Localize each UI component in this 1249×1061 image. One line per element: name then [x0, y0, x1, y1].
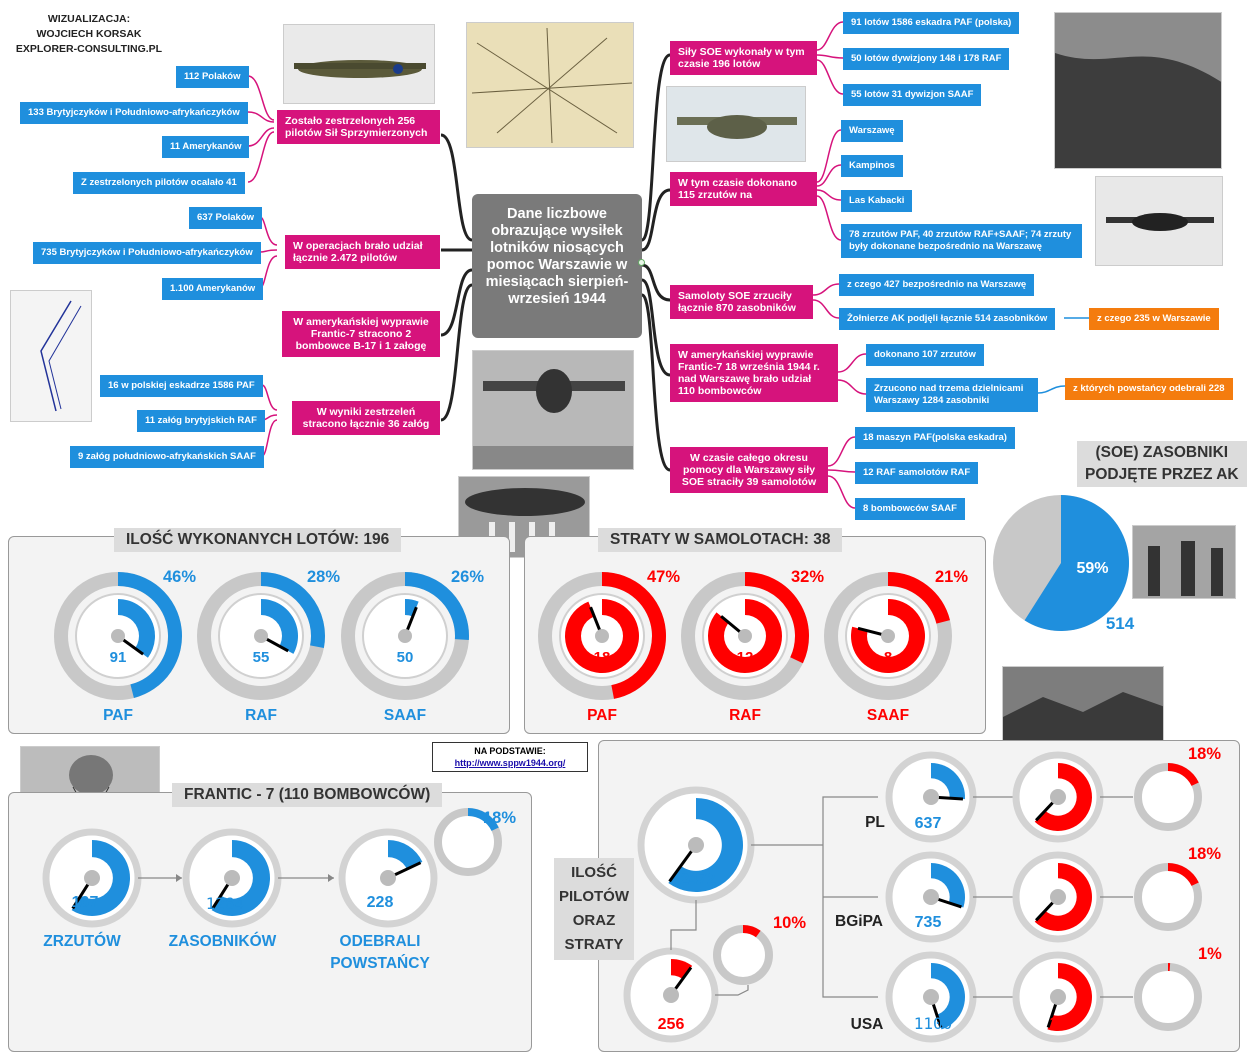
frantic-received-value: 228 [366, 894, 394, 911]
node-115-drops[interactable]: W tym czasie dokonano 115 zrzutów na [670, 172, 817, 206]
lancaster-bomber-photo [283, 24, 435, 104]
node-pilots-total[interactable]: W operacjach brało udział łącznie 2.472 pilotów [285, 235, 440, 269]
losses-raf-value: 12 [736, 649, 754, 666]
losses-saaf-value: 8 [883, 649, 893, 666]
losses-saaf-pct: 21% [935, 568, 969, 586]
flights-raf-pct: 28% [307, 568, 341, 586]
soe-title [1077, 441, 1247, 487]
losses-raf-label: RAF [729, 707, 761, 724]
pilots-bgipa-pct: 18% [1188, 845, 1222, 863]
pilots-usa-lost: 11 [1049, 1015, 1067, 1032]
soe-pct: 59% [1076, 560, 1109, 577]
node-427-warsaw[interactable]: z czego 427 bezpośrednio na Warszawę [839, 274, 1034, 296]
node-survived-41[interactable]: Z zestrzelonych pilotów ocalało 41 [73, 172, 245, 194]
source-reference [432, 742, 588, 772]
frantic-pct: 18% [483, 809, 517, 827]
collapse-toggle[interactable] [638, 259, 645, 266]
node-kampinos[interactable]: Kampinos [841, 155, 903, 177]
node-las-kabacki[interactable]: Las Kabacki [841, 190, 912, 212]
europe-route-map [10, 290, 92, 422]
frantic-containers-label: ZASOBNIKÓW [168, 933, 277, 950]
frantic-gauges [8, 792, 532, 952]
credit-line-1: WIZUALIZACJA: [47, 13, 131, 25]
node-112-poles[interactable]: 112 Polaków [176, 66, 249, 88]
frantic-received-label-2: POWSTAŃCY [330, 955, 430, 972]
panel-frantic-title: FRANTIC - 7 (110 BOMBOWCÓW) [172, 783, 442, 807]
node-735-british[interactable]: 735 Brytyjczyków i Południowo-afrykańczyków [33, 242, 261, 264]
losses-paf-pct: 47% [647, 568, 681, 586]
losses-gauge-paf-hub [595, 629, 609, 643]
flights-gauge-saaf-hub [398, 629, 412, 643]
node-50-raf[interactable]: 50 lotów dywizjony 148 i 178 RAF [843, 48, 1009, 70]
pilots-lost-dial-hub [663, 987, 679, 1003]
ruins-photo [1002, 666, 1164, 744]
flights-raf-label: RAF [245, 707, 277, 724]
flights-paf-value: 91 [109, 649, 127, 666]
pilots-row-2-dial-hub [923, 989, 939, 1005]
soe-title-line-2: PODJĘTE PRZEZ AK [1085, 466, 1239, 483]
flights-saaf-pct: 26% [451, 568, 485, 586]
node-514-ak[interactable]: Żołnierze AK podjęli łącznie 514 zasobników [839, 308, 1055, 330]
node-39-lost[interactable]: W czasie całego okresu pomocy dla Warszawy siły SOE straciły 39 samolotów [670, 447, 828, 493]
pilots-pl-lost: 112 [1045, 815, 1071, 832]
soldiers-photo [1132, 525, 1236, 599]
pilots-pl-label: PL [865, 814, 885, 831]
bomber-ground-photo [472, 350, 634, 470]
pilots-bgipa-label: BGiPA [835, 913, 883, 930]
pilots-row-1-lost-dial-hub [1050, 889, 1066, 905]
frantic-arrowhead-0 [176, 874, 182, 882]
node-lost-crews[interactable]: W wyniki zestrzeleń stracono łącznie 36 załóg [292, 401, 440, 435]
frantic-containers-value: 1284 [205, 894, 245, 913]
bomber-flight-photo [1095, 176, 1223, 266]
pilots-connector-ring [715, 985, 748, 995]
frantic-received-label-1: ODEBRALI [339, 933, 421, 950]
pilots-pl-pct: 18% [1188, 745, 1222, 763]
source-label: NA PODSTAWIE: [474, 746, 546, 756]
pilots-side-4: STRATY [564, 936, 624, 953]
node-warsaw[interactable]: Warszawę [841, 120, 903, 142]
node-91-paf[interactable]: 91 lotów 1586 eskadra PAF (polska) [843, 12, 1019, 34]
node-228-received[interactable]: z których powstańcy odebrali 228 [1065, 378, 1233, 400]
central-topic[interactable]: Dane liczbowe obrazujące wysiłek lotników niosących pomoc Warszawie w miesiącach sierpień-wrzesień 1944 [472, 194, 642, 338]
soe-title-line-1: (SOE) ZASOBNIKI [1095, 444, 1229, 461]
pilots-usa-label: USA [850, 1016, 884, 1033]
losses-saaf-label: SAAF [866, 707, 910, 724]
source-link[interactable]: http://www.sppw1944.org/ [454, 758, 566, 768]
frantic-received-label [320, 931, 440, 975]
node-133-british[interactable]: 133 Brytyjczyków i Południowo-afrykańczyków [20, 102, 248, 124]
node-12-raf[interactable]: 12 RAF samolotów RAF [855, 462, 978, 484]
pilots-connector-down [671, 900, 696, 950]
node-637-poles[interactable]: 637 Polaków [189, 207, 262, 229]
credit-line-2: WOJCIECH KORSAK [36, 28, 142, 40]
node-shot-down-pilots[interactable]: Zostało zestrzelonych 256 pilotów Sił Sprzymierzonych [277, 110, 440, 144]
pilots-row-0-lost-dial-hub [1050, 789, 1066, 805]
node-drops-breakdown[interactable]: 78 zrzutów PAF, 40 zrzutów RAF+SAAF; 74 zrzuty były dokonane bezpośrednio na Warszawę [841, 224, 1082, 258]
losses-paf-label: PAF [587, 707, 617, 724]
node-9-saaf[interactable]: 9 załóg południowo-afrykańskich SAAF [70, 446, 264, 468]
credit [14, 12, 164, 57]
pilots-usa-pct: 1% [1198, 945, 1222, 963]
flights-gauge-paf-hub [111, 629, 125, 643]
pilots-gauges [598, 740, 1240, 1052]
node-frantic-110[interactable]: W amerykańskiej wyprawie Frantic-7 18 września 1944 r. nad Warszawę brało udział 110 bombowców [670, 344, 838, 402]
node-55-saaf[interactable]: 55 lotów 31 dywizjon SAAF [843, 84, 981, 106]
frantic-drops-label: ZRZUTÓW [43, 933, 121, 950]
pilots-pl-value: 637 [914, 815, 942, 832]
node-16-polish[interactable]: 16 w polskiej eskadrze 1586 PAF [100, 375, 263, 397]
liberator-bomber-photo [666, 86, 806, 162]
node-8-saaf[interactable]: 8 bombowców SAAF [855, 498, 965, 520]
frantic-drops-value: 107 [71, 894, 99, 911]
flights-raf-value: 55 [252, 649, 270, 666]
pilots-bgipa-value: 735 [914, 914, 942, 931]
flights-paf-label: PAF [103, 707, 133, 724]
pilots-row-0-dial-hub [923, 789, 939, 805]
losses-gauge-raf-hub [738, 629, 752, 643]
frantic-arrowhead-1 [328, 874, 334, 882]
warsaw-map-photo [466, 22, 634, 148]
panel-flights-title: ILOŚĆ WYKONANYCH LOTÓW: 196 [114, 528, 401, 552]
frantic-dial-2-hub [380, 870, 396, 886]
node-soe-flights[interactable]: Siły SOE wykonały w tym czasie 196 lotów [670, 41, 817, 75]
node-frantic-losses[interactable]: W amerykańskiej wyprawie Frantic-7 stracono 2 bombowce B-17 i 1 załogę [282, 311, 440, 357]
node-1284-containers[interactable]: Zrzucono nad trzema dzielnicami Warszawy 1284 zasobniki [866, 378, 1038, 412]
pilots-side-3: ORAZ [572, 912, 616, 929]
node-11-americans[interactable]: 11 Amerykanów [162, 136, 249, 158]
losses-paf-value: 18 [593, 649, 611, 666]
node-1100-americans[interactable]: 1.100 Amerykanów [162, 278, 263, 300]
node-107-drops[interactable]: dokonano 107 zrzutów [866, 344, 984, 366]
losses-gauge-saaf-hub [881, 629, 895, 643]
pilots-usa-value: 1100 [913, 1014, 953, 1033]
node-235-warsaw[interactable]: z czego 235 w Warszawie [1089, 308, 1219, 330]
pilots-lost-ring-track [717, 929, 769, 981]
pilots-side-2: PILOTÓW [559, 888, 629, 905]
pilots-lost-pct: 10% [773, 914, 807, 932]
pilots-total-value: 2472 [680, 871, 716, 888]
credit-line-3: EXPLORER-CONSULTING.PL [15, 43, 163, 55]
node-18-paf[interactable]: 18 maszyn PAF(polska eskadra) [855, 427, 1015, 449]
pilots-row-2-ring-track [1138, 967, 1198, 1027]
frantic-dial-1-hub [224, 870, 240, 886]
pilots-row-1-dial-hub [923, 889, 939, 905]
flights-saaf-label: SAAF [383, 707, 427, 724]
frantic-dial-0-hub [84, 870, 100, 886]
flights-saaf-value: 50 [396, 649, 414, 666]
node-870-containers[interactable]: Samoloty SOE zrzuciły łącznie 870 zasobników [670, 285, 813, 319]
pilots-side-1: ILOŚĆ [571, 864, 617, 881]
aerial-photo [1054, 12, 1222, 169]
panel-losses-title: STRATY W SAMOLOTACH: 38 [598, 528, 842, 552]
pilots-bgipa-lost: 133 [1044, 914, 1072, 931]
pilots-row-2-lost-dial-hub [1050, 989, 1066, 1005]
node-11-raf[interactable]: 11 załóg brytyjskich RAF [137, 410, 265, 432]
losses-gauges [524, 536, 986, 734]
flights-paf-pct: 46% [163, 568, 197, 586]
losses-raf-pct: 32% [791, 568, 825, 586]
pilots-lost-value: 256 [657, 1016, 685, 1033]
soe-value: 514 [1105, 614, 1135, 633]
flights-gauge-raf-hub [254, 629, 268, 643]
pilots-total-dial-hub [688, 837, 704, 853]
flights-gauges [8, 536, 510, 734]
